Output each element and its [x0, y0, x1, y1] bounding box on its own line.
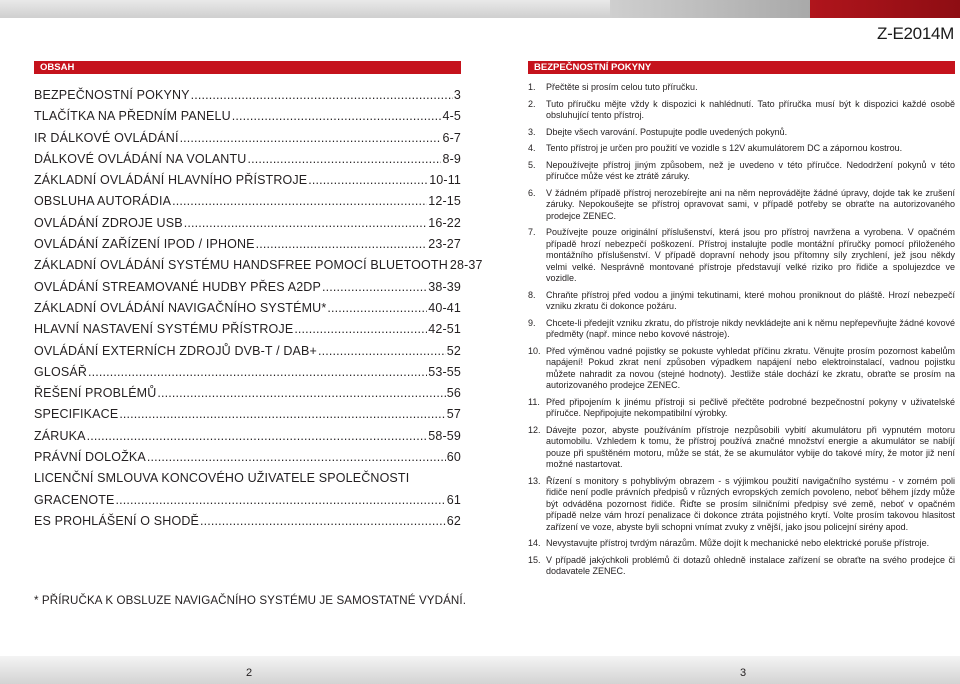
toc-entry[interactable] — [34, 322, 461, 343]
toc-entry-page: 23-27 — [428, 237, 461, 252]
safety-item — [528, 99, 955, 122]
toc-entry-page: 12-15 — [428, 194, 461, 209]
safety-item-number: 11. — [528, 396, 540, 407]
toc-entry-page: 52 — [446, 343, 461, 358]
toc-entry-title: OVLÁDÁNÍ EXTERNÍCH ZDROJŮ DVB-T / DAB+ — [34, 343, 317, 358]
toc-leader-dots — [256, 237, 428, 251]
toc-leader-dots — [322, 280, 427, 294]
safety-item — [528, 227, 955, 285]
toc-leader-dots — [116, 493, 446, 507]
toc-entry-page: 62 — [446, 513, 461, 528]
toc-entry-page: 53-55 — [428, 364, 461, 379]
safety-item-text: V případě jakýchkoli problémů či dotazů ohledně instalace zařízení se obraťte na svého prodejce či dodavatele ZENEC. — [546, 554, 955, 576]
toc-entry-page: 61 — [446, 492, 461, 507]
toc-entry[interactable] — [34, 344, 461, 365]
toc-entry-title: OVLÁDÁNÍ ZAŘÍZENÍ IPOD / IPHONE — [34, 237, 255, 252]
toc-leader-dots — [294, 322, 427, 336]
bottom-decorative-bar — [0, 656, 960, 684]
toc-entry-title: HLAVNÍ NASTAVENÍ SYSTÉMU PŘÍSTROJE — [34, 322, 294, 337]
toc-leader-dots — [318, 344, 446, 358]
toc-entry-page: 4-5 — [442, 109, 461, 124]
toc-entry-title: DÁLKOVÉ OVLÁDÁNÍ NA VOLANTU — [34, 151, 247, 166]
toc-entry-title: ES PROHLÁŠENÍ O SHODĚ — [34, 513, 199, 528]
toc-footnote: * PŘÍRUČKA K OBSLUZE NAVIGAČNÍHO SYSTÉMU JE SAMOSTATNÉ VYDÁNÍ. — [34, 594, 467, 607]
safety-item — [528, 346, 955, 392]
toc-entry[interactable] — [34, 280, 461, 301]
toc-entry[interactable] — [34, 152, 461, 173]
safety-item-number: 10. — [528, 345, 541, 356]
safety-item-text: V žádném případě přístroj nerozebírejte ani na něm neprovádějte žádné úpravy, dojde tak ke zrušení záruky. Nepokoušejte se přístroj opravovat sami, v případě potřeby se obraťte na autorizovaného prodejce ZENEC. — [546, 187, 955, 221]
safety-item-number: 3. — [528, 126, 536, 137]
toc-entry-title: ZÁKLADNÍ OVLÁDÁNÍ NAVIGAČNÍHO SYSTÉMU* — [34, 300, 327, 315]
toc-entry-page: 8-9 — [442, 151, 461, 166]
toc-entry-page: 58-59 — [428, 428, 461, 443]
toc-leader-dots — [172, 194, 427, 208]
safety-item-text: Dbejte všech varování. Postupujte podle uvedených pokynů. — [546, 126, 788, 137]
toc-entry-title: SPECIFIKACE — [34, 407, 119, 422]
toc-entry-page: 6-7 — [442, 130, 461, 145]
safety-item-text: Řízení s monitory s pohyblivým obrazem - s výjimkou použití navigačního systému - v zorném poli řidiče není podle právních předpisů v různých evropských zemích povoleno, neboť během jízdy může být odváděna pozornost řidiče. Řiďte se prosím silničními předpisy své země, neboť v opačném případě nelze vám hrozí penalizace či dokonce ztráta pojistného krytí. Volte prosím takovou hlasitost zařízení ve voze, abyste byli schopni vnímat zvuky z vnější, jako jsou policejní sirény apod. — [546, 475, 955, 532]
toc-entry-page: 42-51 — [428, 322, 461, 337]
toc-leader-dots — [191, 88, 453, 102]
safety-item — [528, 425, 955, 471]
safety-item — [528, 538, 955, 550]
safety-item — [528, 555, 955, 578]
toc-leader-dots — [87, 429, 428, 443]
toc-items — [34, 88, 483, 471]
safety-item-number: 9. — [528, 317, 536, 328]
toc-entry[interactable] — [34, 429, 461, 450]
toc-entry-title: ZÁKLADNÍ OVLÁDÁNÍ SYSTÉMU HANDSFREE POMOCÍ BLUETOOTH — [34, 258, 448, 273]
safety-item-text: Chraňte přístroj před vodou a jinými tekutinami, které mohou proniknout do pláště. Hrozí nebezpečí vzniku zkratu či dokonce požáru. — [546, 289, 955, 311]
safety-item-number: 8. — [528, 289, 536, 300]
safety-instructions-list — [528, 82, 955, 583]
toc-entry-page: 38-39 — [428, 279, 461, 294]
safety-item-number: 13. — [528, 475, 541, 486]
toc-entry-page: 40-41 — [428, 300, 461, 315]
toc-leader-dots — [157, 386, 445, 400]
toc-entry-title: ŘEŠENÍ PROBLÉMŮ — [34, 386, 157, 401]
toc-entry[interactable] — [34, 173, 461, 194]
safety-item — [528, 290, 955, 313]
top-bar-gray — [0, 0, 610, 18]
safety-item-number: 5. — [528, 159, 536, 170]
toc-heading: OBSAH — [34, 61, 461, 74]
toc-entry-page: 57 — [446, 407, 461, 422]
page-number-right: 3 — [740, 667, 747, 679]
toc-entry-page: 3 — [453, 88, 461, 102]
safety-item-number: 6. — [528, 187, 536, 198]
toc-entry[interactable] — [34, 109, 461, 130]
toc-entry-title: TLAČÍTKA NA PŘEDNÍM PANELU — [34, 109, 231, 124]
safety-item-number: 1. — [528, 82, 536, 92]
safety-item-number: 2. — [528, 98, 536, 109]
toc-entry-title: OVLÁDÁNÍ ZDROJE USB — [34, 215, 183, 230]
safety-item — [528, 397, 955, 420]
top-bar-red — [810, 0, 960, 18]
toc-entry-declaration[interactable] — [34, 514, 461, 535]
toc-leader-dots — [184, 216, 428, 230]
toc-entry-title: GLOSÁŘ — [34, 364, 87, 379]
toc-leader-dots — [180, 131, 442, 145]
toc-entry[interactable] — [34, 301, 461, 322]
toc-entry[interactable] — [34, 450, 461, 471]
toc-entry-title: OVLÁDÁNÍ STREAMOVANÉ HUDBY PŘES A2DP — [34, 279, 321, 294]
toc-entry[interactable] — [34, 386, 461, 407]
safety-item-text: Tento přístroj je určen pro použití ve vozidle s 12V akumulátorem DC a zápornou kostrou. — [546, 143, 903, 153]
toc-entry-page: 60 — [446, 450, 461, 465]
toc-leader-dots — [147, 450, 446, 464]
toc-leader-dots — [119, 407, 445, 421]
safety-item — [528, 318, 955, 341]
safety-item — [528, 160, 955, 183]
safety-item-text: Používejte pouze originální příslušenství, která jsou pro přístroj navržena a vyrobena. V opačném případě hrozí nebezpečí poškození. Přístroj instalujte podle montážní příručky pomocí přiloženého montážního příslušenství. V případě dopravní nehody jsou přítomny síly zrychlení, jež jsou někdy velmi velké. Nesprávně montované přístroje představují velké riziko pro řidiče a spolujezdce ve vozidle. — [546, 227, 955, 283]
safety-item-text: Před výměnou vadné pojistky se pokuste vyhledat příčinu zkratu. Věnujte prosím pozornost kabelům napájení! Pokud zkrat není způsoben výpadkem napájení nebo elektroinstalací, vadnou pojistku můžete nahradit za novou (stejné hodnoty). Jestliže stále dochází ke zkratu, obraťte se prosím na autorizovaného prodejce ZENEC. — [546, 345, 955, 390]
toc-entry-title: BEZPEČNOSTNÍ POKYNY — [34, 88, 190, 102]
safety-item-text: Před připojením k jinému přístroji si pečlivě přečtěte podrobné bezpečnostní pokyny v uživatelské příručce. Nepřipojujte nekompatibilní výrobky. — [546, 396, 955, 418]
toc-leader-dots — [88, 365, 427, 379]
safety-item-text: Chcete-li předejít vzniku zkratu, do přístroje nikdy nevkládejte ani k němu nepřepevňujte žádné kovové předměty (např. mince nebo kovové nástroje). — [546, 317, 955, 339]
safety-item-text: Nepoužívejte přístroj jiným způsobem, než je uvedeno v této příručce. Nedodržení pokynů v této příručce může vést ke ztrátě záruky. — [546, 159, 955, 181]
toc-entry[interactable] — [34, 365, 461, 386]
safety-item-text: Nevystavujte přístroj tvrdým nárazům. Může dojít k mechanické nebo elektrické poruše přístroje. — [546, 538, 930, 548]
toc-entry-gracenote[interactable] — [34, 493, 461, 514]
safety-item-number: 7. — [528, 227, 536, 237]
toc-entry[interactable] — [34, 131, 461, 152]
safety-item — [528, 476, 955, 534]
toc-leader-dots — [232, 109, 442, 123]
safety-item — [528, 82, 955, 94]
toc-entry-title: PRÁVNÍ DOLOŽKA — [34, 450, 146, 465]
safety-item-number: 15. — [528, 554, 541, 565]
model-name: Z-E2014M — [877, 24, 954, 43]
toc-entry-title: ZÁKLADNÍ OVLÁDÁNÍ HLAVNÍHO PŘÍSTROJE — [34, 173, 308, 188]
toc-leader-dots — [327, 301, 427, 315]
toc-entry-page: 28-37 — [449, 258, 483, 273]
safety-item — [528, 143, 955, 155]
safety-item-number: 4. — [528, 143, 536, 153]
safety-item-text: Dávejte pozor, abyste používáním přístroje nezpůsobili vybití akumulátoru při vypnutém motoru automobilu. Vzhledem k tomu, že přístroj používá značné množství energie a akumulátor se nabíjí pouze při spuštěném motoru, může se stát, že se akumulátor vybije do takové míry, že motor již není možné nastartovat. — [546, 424, 955, 469]
safety-item — [528, 188, 955, 223]
top-bar-dark-gray — [610, 0, 810, 18]
toc-entry[interactable] — [34, 258, 483, 279]
toc-entry[interactable] — [34, 216, 461, 237]
toc-leader-dots — [247, 152, 441, 166]
toc-entry[interactable] — [34, 194, 461, 215]
toc-entry[interactable] — [34, 237, 461, 258]
safety-item-text: Tuto příručku mějte vždy k dispozici k nahlédnutí. Tato příručka musí být k dispozici každé osobě obsluhující tento přístroj. — [546, 98, 955, 120]
toc-entry-page: 16-22 — [428, 215, 461, 230]
toc-entry[interactable] — [34, 407, 461, 428]
page-number-left: 2 — [246, 667, 253, 679]
safety-item-text: Přečtěte si prosím celou tuto příručku. — [546, 82, 698, 92]
toc-entry[interactable] — [34, 88, 461, 109]
safety-item-number: 14. — [528, 538, 541, 548]
toc-leader-dots — [308, 173, 428, 187]
toc-license-line: LICENČNÍ SMLOUVA KONCOVÉHO UŽIVATELE SPOLEČNOSTI — [34, 471, 410, 486]
safety-item-number: 12. — [528, 424, 541, 435]
safety-heading: BEZPEČNOSTNÍ POKYNY — [528, 61, 955, 74]
toc-entry-title: IR DÁLKOVÉ OVLÁDÁNÍ — [34, 130, 179, 145]
toc-entry-title: GRACENOTE — [34, 492, 115, 507]
toc-entry-page: 56 — [446, 386, 461, 401]
toc-leader-dots — [200, 514, 446, 528]
top-decorative-bar — [0, 0, 960, 18]
toc-entry-title: ZÁRUKA — [34, 428, 86, 443]
toc-entry-page: 10-11 — [429, 173, 461, 188]
table-of-contents — [34, 88, 483, 535]
safety-item — [528, 127, 955, 139]
toc-entry-title: OBSLUHA AUTORÁDIA — [34, 194, 172, 209]
